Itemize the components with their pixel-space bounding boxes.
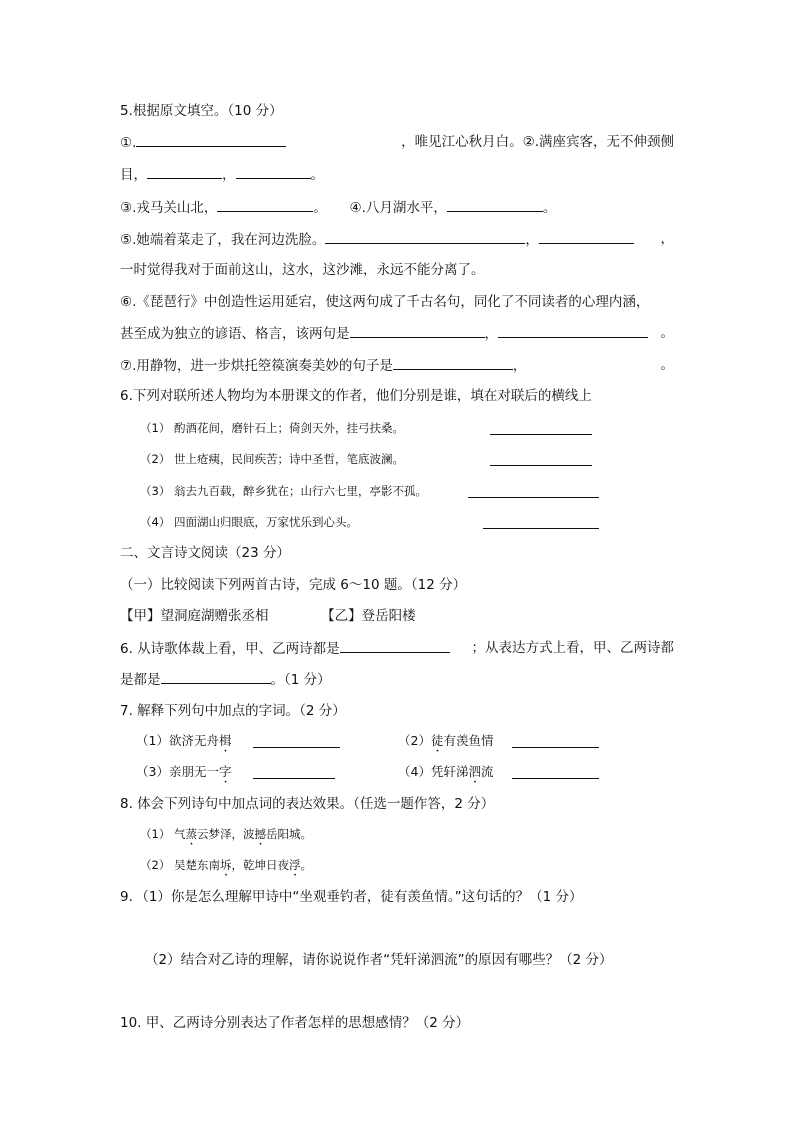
q5-title: 5.根据原文填空。（10 分） (120, 103, 283, 119)
answer-blank[interactable] (253, 764, 335, 779)
answer-blank[interactable] (539, 229, 634, 244)
q8-item1: （1） 气蒸云梦泽，波撼岳阳城。 (140, 827, 312, 841)
answer-blank[interactable] (483, 514, 599, 529)
q8-item2: （2） 吴楚东南坼，乾坤日夜浮。 (140, 858, 312, 872)
couplet-item-2: （2） 世上疮痍，民间疾苦；诗中圣哲，笔底波澜。 (140, 449, 674, 469)
answer-blank[interactable] (161, 669, 271, 684)
q6-couplet-title: 6.下列对联所述人物均为本册课文的作者，他们分别是谁，填在对联后的横线上 (120, 388, 592, 404)
q10: 10. 甲、乙两诗分别表达了作者怎样的思想感情？（2 分） (120, 1015, 470, 1031)
q5-item6-cont: 甚至成为独立的谚语、格言，该两句是 ， 。 (120, 325, 674, 342)
answer-blank[interactable] (498, 323, 648, 338)
q8-title: 8. 体会下列诗句中加点词的表达效果。（任选一题作答，2 分） (120, 796, 495, 812)
section-title: 二、文言诗文阅读（23 分） (120, 545, 290, 561)
couplet-item-4: （4） 四面湖山归眼底，万家忧乐到心头。 (140, 512, 674, 532)
q5-item3-4: ③.戎马关山北， 。 ④.八月湖水平， 。 (120, 197, 674, 218)
q9-part2: （2）结合对乙诗的理解，请你说说作者“凭轩涕泗流”的原因有哪些？（2 分） (145, 952, 613, 968)
answer-blank[interactable] (236, 164, 311, 179)
poem-titles (120, 606, 674, 626)
answer-blank[interactable] (325, 229, 525, 244)
answer-blank[interactable] (217, 197, 313, 212)
answer-blank[interactable] (490, 420, 592, 435)
poem-b-title: 【乙】登岳阳楼 (321, 608, 416, 624)
answer-blank[interactable] (468, 483, 599, 498)
subsection-title: （一）比较阅读下列两首古诗，完成 6～10 题。（12 分） (120, 577, 467, 593)
answer-blank[interactable] (340, 638, 450, 653)
answer-blank[interactable] (512, 764, 599, 779)
q7-title: 7. 解释下列句中加点的字词。（2 分） (120, 703, 346, 719)
q6-genre-cont: 是都是 。（1 分） (120, 669, 674, 690)
poem-a-title: 【甲】望洞庭湖赠张丞相 (120, 608, 269, 624)
couplet-item-3: （3） 翁去九百载，醉乡犹在；山行六七里，亭影不孤。 (140, 481, 674, 501)
q5-item5: ⑤.她端着菜走了，我在河边洗脸。 ， ， (120, 231, 674, 248)
q5-item6: ⑥.《琵琶行》中创造性运用延宕，使这两句成了千古名句，同化了不同读者的心理内涵， (120, 294, 650, 310)
answer-blank[interactable] (447, 197, 543, 212)
answer-blank[interactable] (147, 164, 222, 179)
answer-blank[interactable] (253, 733, 340, 748)
q5-item1: ①. ，唯见江心秋月白。②.满座宾客，无不伸颈侧 (120, 134, 674, 151)
q9-part1: 9．（1）你是怎么理解甲诗中“坐观垂钓者，徒有羡鱼情。”这句话的？（1 分） (120, 889, 583, 905)
q5-item2-cont: 目， ， 。 (120, 164, 674, 185)
answer-blank[interactable] (490, 451, 592, 466)
q5-item7: ⑦.用静物，进一步烘托箜篌演奏美妙的句子是 ， 。 (120, 357, 674, 374)
q5-item5-cont: 一时觉得我对于面前这山，这水，这沙滩，永远不能分离了。 (120, 262, 485, 278)
answer-blank[interactable] (136, 132, 286, 147)
answer-blank[interactable] (512, 733, 599, 748)
couplet-item-1: （1） 酌酒花间，磨针石上；倚剑天外，挂弓扶桑。 (140, 418, 674, 438)
answer-blank[interactable] (350, 323, 485, 338)
answer-blank[interactable] (393, 355, 513, 370)
q6-genre: 6. 从诗歌体裁上看，甲、乙两诗都是 ；从表达方式上看，甲、乙两诗都 (120, 640, 674, 657)
